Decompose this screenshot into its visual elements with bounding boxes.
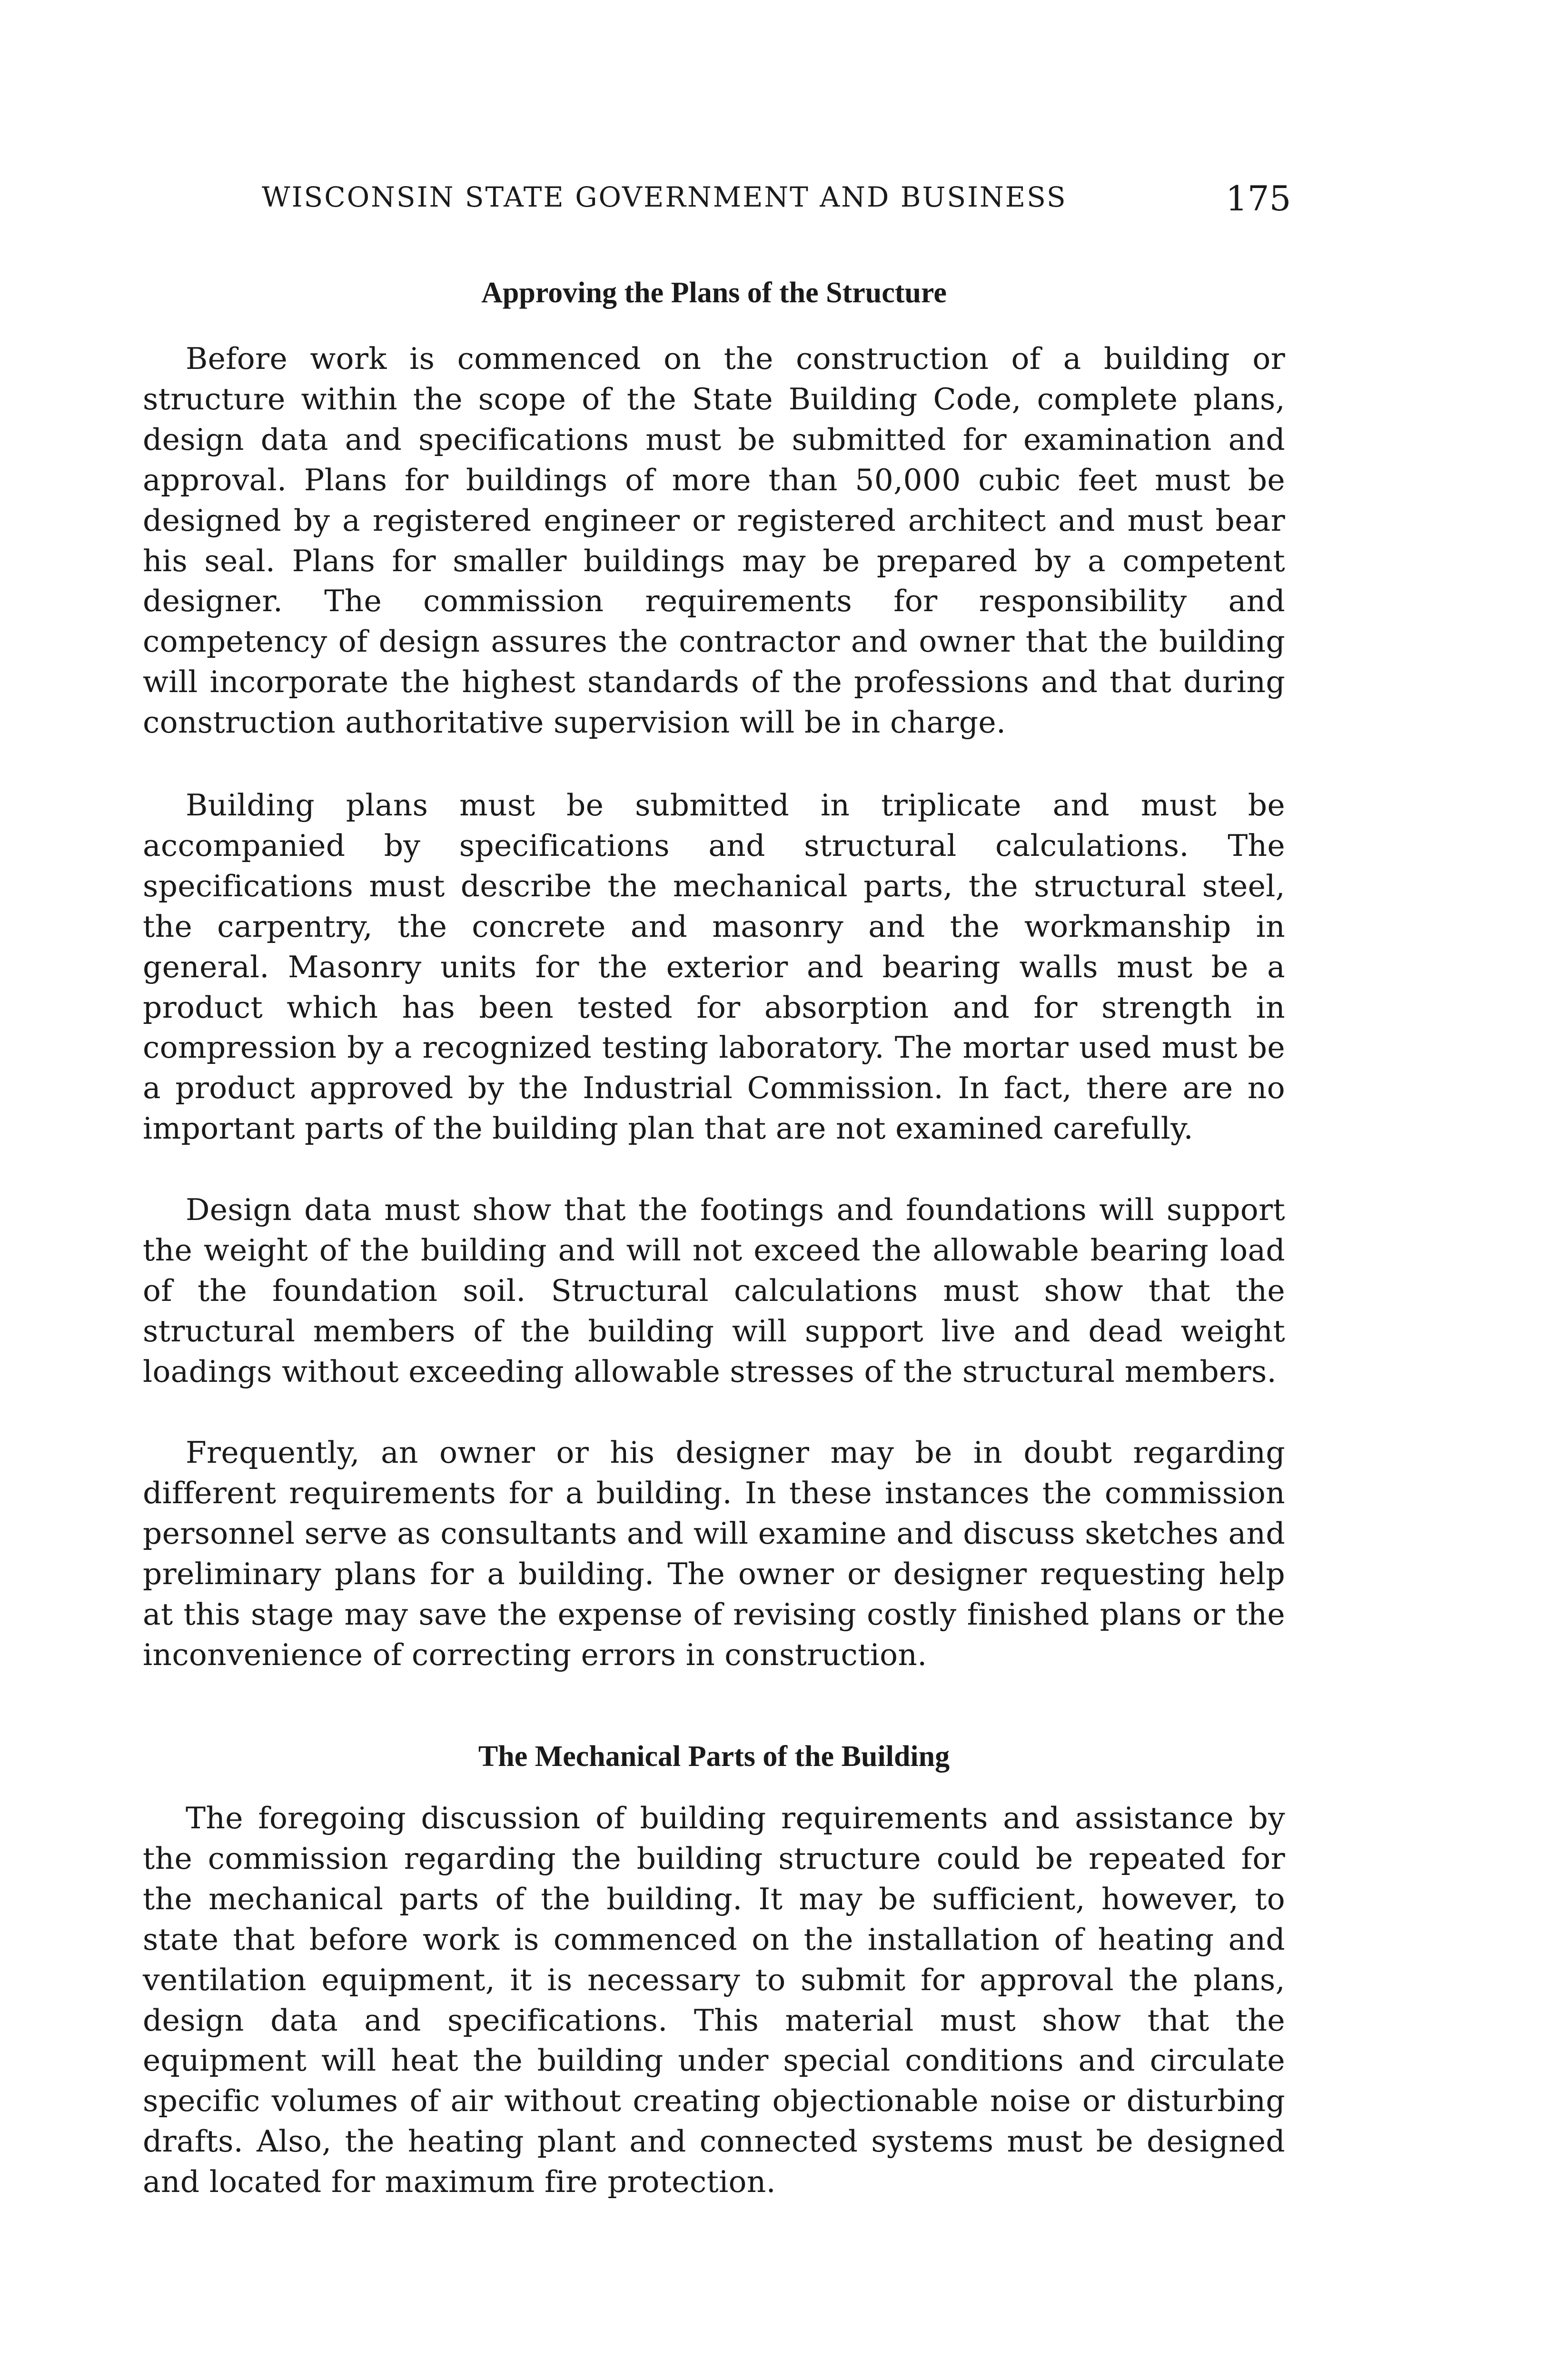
paragraph: Design data must show that the footings and foundations will support the weight of the building and will not exceed the allowable bearing load of the foundation soil. Structural calculations must show that the structural members of the building will support live and dead weight loadings without exceeding allowable stresses of the structural members. bbox=[143, 1192, 1285, 1389]
paragraph: The foregoing discussion of building requirements and assistance by the commission regarding the building structure could be repeated for the mechanical parts of the building. It may be sufficient, however, to state that before work is commenced on the installation of heating and ventilation equipment, it is necessary to submit for approval the plans, design data and specifications. This material must show that the equipment will heat the building under special conditions and circulate specific volumes of air without creating objectionable noise or disturbing drafts. Also, the heating plant and connected systems must be designed and located for maximum fire protection. bbox=[143, 1801, 1285, 2200]
section-heading-mechanical-parts: The Mechanical Parts of the Building bbox=[478, 1740, 950, 1773]
paragraph: Frequently, an owner or his designer may be in doubt regarding different requirements for a building. In these instances the commission personnel serve as consultants and will examine and discuss sketches and preliminary plans for a building. The owner or designer requesting help at this stage may save the expense of revising costly finished plans or the inconvenience of correcting errors in construction. bbox=[143, 1435, 1285, 1672]
paragraph: Before work is commenced on the construction of a building or structure within the scope of the State Building Code, complete plans, design data and specifications must be submitted for examination and approval. Plans for buildings of more than 50,000 cubic feet must be designed by a registered engineer or registered architect and must bear his seal. Plans for smaller buildings may be prepared by a competent designer. The commission requirements for responsibility and competency of design assures the contractor and owner that the building will incorporate the highest standards of the professions and that during construction authoritative supervision will be in charge. bbox=[143, 341, 1285, 740]
paragraph: Building plans must be submitted in triplicate and must be accompanied by specifications and structural calculations. The specifications must describe the mechanical parts, the structural steel, the carpentry, the concrete and masonry and the workmanship in general. Masonry units for the exterior and bearing walls must be a product which has been tested for absorption and for strength in compression by a recognized testing laboratory. The mortar used must be a product approved by the Industrial Commission. In fact, there are no important parts of the building plan that are not examined carefully. bbox=[143, 788, 1285, 1146]
running-head: WISCONSIN STATE GOVERNMENT AND BUSINESS bbox=[262, 181, 1067, 213]
page-number: 175 bbox=[1226, 178, 1291, 218]
section-heading-approving-plans: Approving the Plans of the Structure bbox=[481, 277, 947, 309]
